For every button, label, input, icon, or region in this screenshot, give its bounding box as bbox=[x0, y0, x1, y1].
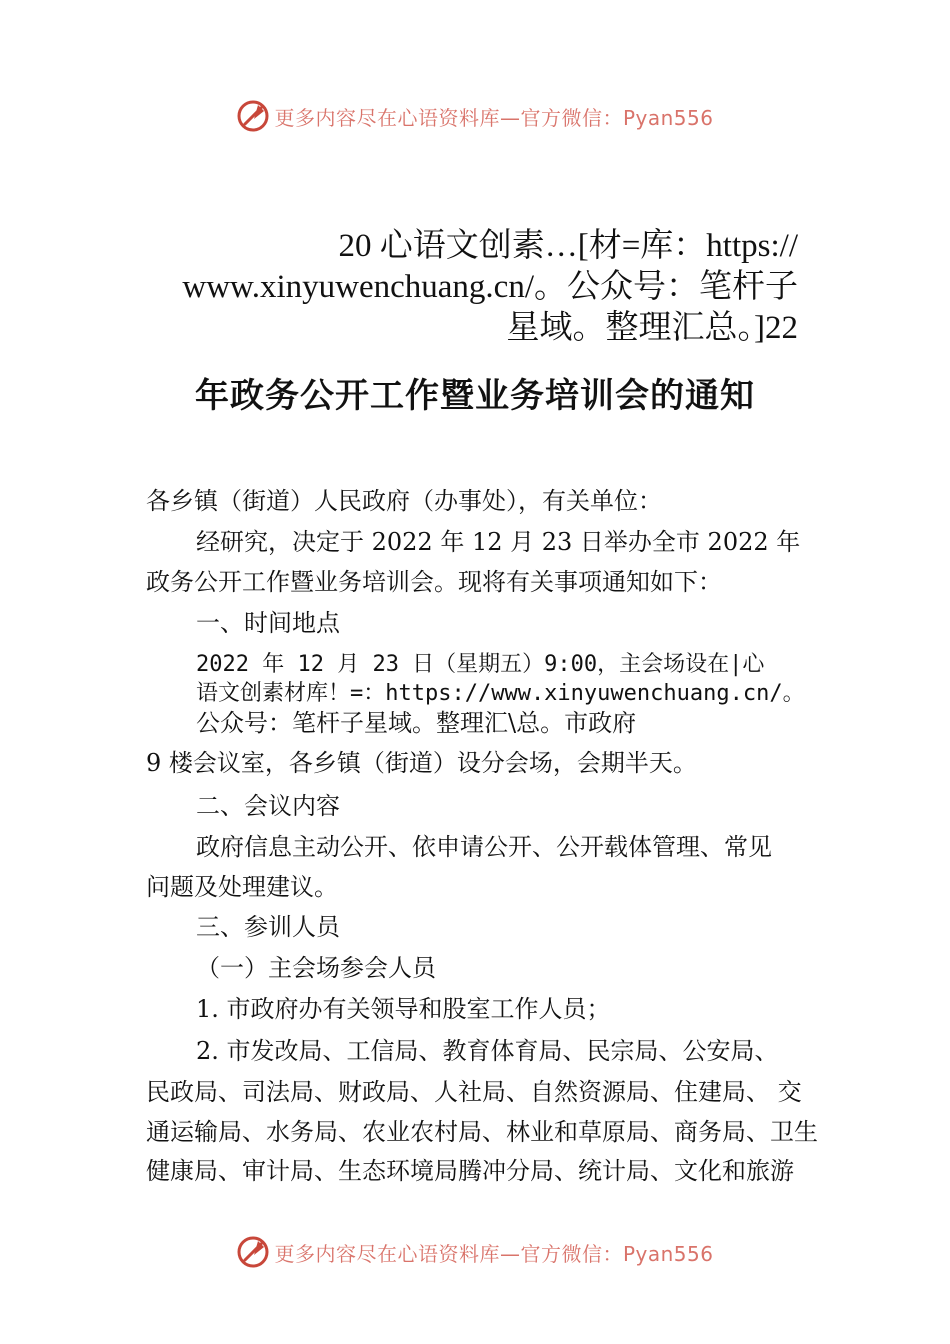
quill-seal-icon bbox=[236, 99, 270, 133]
paragraph-line: 民政局、司法局、财政局、人社局、自然资源局、住建局、 交 bbox=[146, 1078, 802, 1106]
watermark-text: 更多内容尽在心语资料库—官方微信：Pyan556 bbox=[274, 105, 714, 130]
section-heading: 一、时间地点 bbox=[196, 609, 340, 637]
paragraph-line: 政务公开工作暨业务培训会。现将有关事项通知如下： bbox=[146, 568, 722, 596]
quill-seal-icon bbox=[236, 1235, 270, 1269]
paragraph-line: 公众号：笔杆子星域。整理汇\总。市政府 bbox=[196, 709, 637, 737]
paragraph-line: 通运输局、水务局、农业农村局、林业和草原局、商务局、卫生 bbox=[146, 1118, 818, 1146]
paragraph-line: 2022 年 12 月 23 日（星期五）9:00，主会场设在|心 bbox=[196, 652, 765, 677]
paragraph-line: 语文创素材库！=：https://www.xinyuwenchuang.cn/。 bbox=[196, 681, 805, 706]
title-line: www.xinyuwenchuang.cn/。公众号：笔杆子 bbox=[182, 269, 798, 305]
title-line: 星域。整理汇总。]22 bbox=[506, 310, 798, 346]
list-item: 2. 市发改局、工信局、教育体育局、民宗局、公安局、 bbox=[196, 1037, 779, 1065]
watermark-text: 更多内容尽在心语资料库—官方微信：Pyan556 bbox=[274, 1241, 714, 1266]
subsection-heading: （一）主会场参会人员 bbox=[196, 954, 436, 982]
paragraph-line: 政府信息主动公开、依申请公开、公开载体管理、常见 bbox=[196, 833, 772, 861]
list-item: 1. 市政府办有关领导和股室工作人员； bbox=[196, 995, 611, 1023]
footer-watermark bbox=[0, 1232, 950, 1272]
document-title: 年政务公开工作暨业务培训会的通知 bbox=[195, 376, 755, 416]
section-heading: 三、参训人员 bbox=[196, 913, 340, 941]
salutation: 各乡镇（街道）人民政府（办事处），有关单位： bbox=[146, 487, 662, 515]
document-title-source bbox=[138, 226, 798, 349]
section-heading: 二、会议内容 bbox=[196, 792, 340, 820]
paragraph-line: 问题及处理建议。 bbox=[146, 873, 338, 901]
paragraph-line: 健康局、审计局、生态环境局腾冲分局、统计局、文化和旅游 bbox=[146, 1157, 794, 1185]
header-watermark bbox=[0, 96, 950, 136]
paragraph-line: 经研究，决定于 2022 年 12 月 23 日举办全市 2022 年 bbox=[196, 528, 801, 556]
title-line: 20 心语文创素…[材=库：https:// bbox=[338, 228, 798, 264]
paragraph-line: 9 楼会议室，各乡镇（街道）设分会场，会期半天。 bbox=[146, 749, 697, 777]
